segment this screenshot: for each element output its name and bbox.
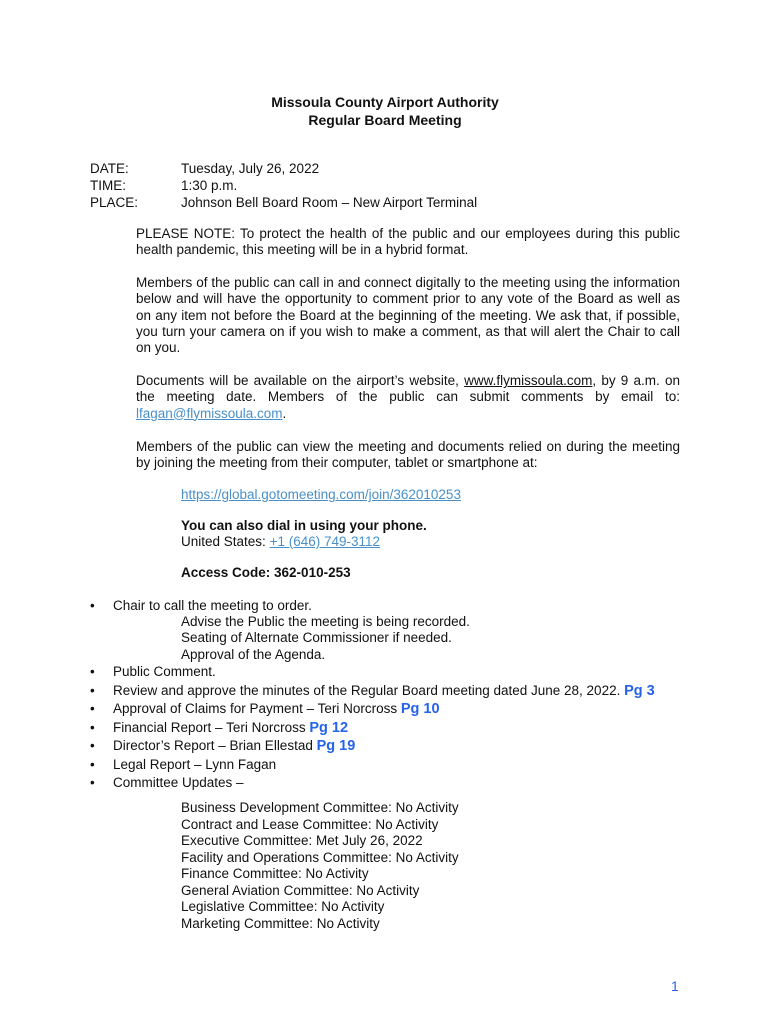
time-label: TIME: <box>90 178 126 193</box>
docs-suffix: . <box>282 405 287 421</box>
committee-item: Contract and Lease Committee: No Activity <box>181 816 439 832</box>
date-row <box>90 161 319 176</box>
website-link[interactable]: www.flymissoula.com <box>464 373 593 388</box>
agenda-item-text: Committee Updates – <box>113 775 244 790</box>
call-in-note: Members of the public can call in and connect digitally to the meeting using the information below and will have the opportunity to comment prior to any vote of the Board as well as on any item not before the Board at the beginning of the meeting. We ask that, if possible, you turn your camera on if you wish to make a comment, as that will alert the Chair to call on you. <box>136 275 680 356</box>
agenda-item <box>90 774 730 793</box>
page-ref[interactable]: Pg 12 <box>309 719 349 736</box>
time-row <box>90 178 237 193</box>
committee-item: Marketing Committee: No Activity <box>181 915 380 931</box>
agenda-item <box>90 682 730 701</box>
committee-item: Business Development Committee: No Activity <box>181 800 459 815</box>
agenda-item <box>90 700 730 719</box>
agenda-item-text: Approval of Claims for Payment – Teri Norcross <box>113 701 401 716</box>
committee-item: Finance Committee: No Activity <box>181 866 369 881</box>
bullet-icon: • <box>90 701 95 716</box>
bullet-icon: • <box>90 719 95 735</box>
org-title: Missoula County Airport Authority <box>271 94 499 110</box>
committee-item: Executive Committee: Met July 26, 2022 <box>181 833 423 848</box>
agenda-list <box>90 663 730 793</box>
date-value: Tuesday, July 26, 2022 <box>181 161 320 176</box>
agenda-item <box>90 719 730 738</box>
meeting-title: Regular Board Meeting <box>308 112 462 128</box>
page-number: 1 <box>671 978 679 994</box>
agenda-item-text: Legal Report – Lynn Fagan <box>113 756 277 772</box>
hybrid-note: PLEASE NOTE: To protect the health of the public and our employees during this public health pandemic, this meeting will be in a hybrid format. <box>136 226 680 258</box>
place-value: Johnson Bell Board Room – New Airport Terminal <box>181 195 478 210</box>
page-ref[interactable]: Pg 19 <box>316 738 356 754</box>
agenda-item-text: Review and approve the minutes of the Regular Board meeting dated June 28, 2022. <box>113 682 625 698</box>
place-row <box>90 195 477 210</box>
call-sub-item: Advise the Public the meeting is being recorded. <box>181 614 470 629</box>
agenda-item <box>90 597 730 616</box>
call-sub-item: Seating of Alternate Commissioner if needed. <box>181 630 452 645</box>
documents-note <box>136 373 680 422</box>
bullet-icon: • <box>90 598 95 613</box>
phone-link[interactable]: +1 (646) 749-3112 <box>269 534 381 549</box>
committee-item: General Aviation Committee: No Activity <box>181 882 420 898</box>
bullet-icon: • <box>90 682 95 698</box>
docs-middle: , by 9 a.m. on the meeting date. Members of the public can submit comments by email to: <box>136 373 680 405</box>
agenda-item-text: Financial Report – Teri Norcross <box>113 719 310 735</box>
agenda-item-text: Director’s Report – Brian Ellestad <box>113 738 317 753</box>
dial-heading: You can also dial in using your phone. <box>181 518 427 533</box>
committee-item: Facility and Operations Committee: No Activity <box>181 849 459 865</box>
place-label: PLACE: <box>90 195 139 210</box>
bullet-icon: • <box>90 738 95 753</box>
date-label: DATE: <box>90 161 129 176</box>
agenda-item <box>90 663 730 682</box>
bullet-icon: • <box>90 664 95 679</box>
agenda-item <box>90 737 730 756</box>
call-sub-item: Approval of the Agenda. <box>181 647 326 662</box>
access-code: Access Code: 362-010-253 <box>181 565 351 580</box>
view-note: Members of the public can view the meeting and documents relied on during the meeting by joining the meeting from their computer, tablet or smartphone at: <box>136 439 680 471</box>
meeting-link[interactable]: https://global.gotomeeting.com/join/362010253 <box>181 487 461 502</box>
page-ref[interactable]: Pg 3 <box>624 682 655 699</box>
dial-country: United States: <box>181 534 270 549</box>
committee-list <box>181 800 459 932</box>
docs-prefix: Documents will be available on the airport’s website, <box>136 373 465 388</box>
email-link[interactable]: lfagan@flymissoula.com <box>136 405 283 421</box>
time-value: 1:30 p.m. <box>181 178 238 193</box>
agenda-item-text: Public Comment. <box>113 664 216 679</box>
bullet-icon: • <box>90 775 95 790</box>
committee-item: Legislative Committee: No Activity <box>181 899 385 914</box>
dial-line <box>181 534 380 549</box>
page-ref[interactable]: Pg 10 <box>400 701 440 717</box>
agenda-item-text: Chair to call the meeting to order. <box>113 598 312 613</box>
bullet-icon: • <box>90 756 95 772</box>
agenda-item <box>90 756 730 775</box>
